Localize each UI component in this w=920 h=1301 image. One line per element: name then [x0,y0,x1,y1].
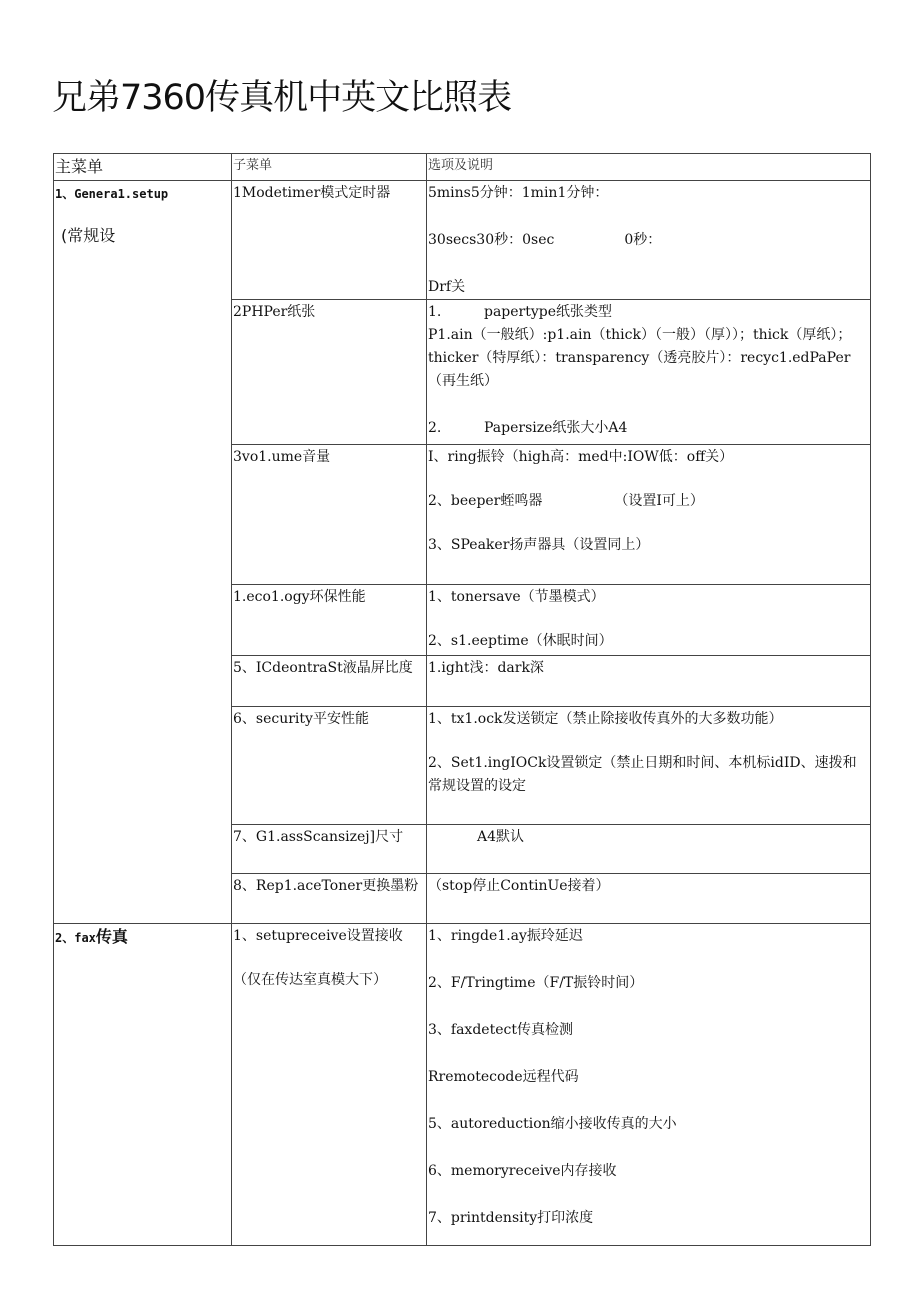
setup-receive-options [427,924,871,1246]
ecology-options: 1、tonersave（节墨模式） 2、s1.eeptime（休眠时间） [427,585,871,656]
mode-timer-options: 5mins5分钟：1min1分钟： 30secs30秒：0sec 0秒： Drf关 [427,181,871,300]
security-label: 6、security平安性能 [232,707,427,825]
volume-label: 3vo1.ume音量 [232,445,427,585]
lcd-contrast-label: 5、ICdeontraSt液晶屏比度 [232,656,427,707]
list-item: 7、printdensity打印浓度 [428,1210,594,1226]
list-item: Rremotecode远程代码 [428,1069,579,1085]
paper-options: 1. papertype纸张类型 P1.ain（一般纸）:p1.ain（thick）（一般）（厚））；thick（厚纸）；thicker（特厚纸）：transparency（透亮胶片）：recyc1.edPaPer（再生纸） 2. Papersize纸张大小A4 [427,300,871,445]
list-item: 1、ringde1.ay振玲延迟 [428,928,583,944]
glass-scan-label: 7、G1.assScansizej]尺寸 [232,825,427,874]
setup-receive-note: （仅在传达室真模大下） [233,972,387,988]
glass-scan-options: A4默认 [427,825,871,874]
paper-label: 2PHPer纸张 [232,300,427,445]
replace-toner-options: （stop停止ContinUe接着） [427,874,871,924]
header-row [54,154,871,181]
list-item: 3、faxdetect传真检测 [428,1022,573,1038]
fax-section-cell [54,924,232,1246]
security-options: 1、tx1.ock发送锁定（禁止除接收传真外的大多数功能） 2、Set1.ingIOCk设置锁定（禁止日期和时间、本机标idID、速拨和常规设置的设定 [427,707,871,825]
mode-timer-label: 1Modetimer模式定时器 [232,181,427,300]
table-row [54,181,871,300]
replace-toner-label: 8、Rep1.aceToner更换墨粉 [232,874,427,924]
header-sub-menu: 子菜单 [232,154,427,181]
table-row [54,924,871,1246]
ecology-label: 1.eco1.ogy环保性能 [232,585,427,656]
general-section-label: 1、Genera1.setup [55,187,169,201]
menu-table [53,153,871,1246]
list-item: 5、autoreduction缩小接收传真的大小 [428,1116,677,1132]
list-item: 6、memoryreceive内存接收 [428,1163,617,1179]
general-section-sublabel: (常规设 [61,226,116,245]
page-title: 兄弟7360传真机中英文比照表 [52,78,512,118]
setup-receive-label: 1、setupreceive设置接收 [233,928,403,944]
setup-receive-cell [232,924,427,1246]
volume-options: I、ring振铃（high高：med中:IOW低：off关） 2、beeper蛭鸣器 （设置I可上） 3、SPeaker扬声器具（设置同上） [427,445,871,585]
fax-section-label: 2、fax传真 [55,927,128,946]
header-options: 选项及说明 [427,154,871,181]
general-section-cell [54,181,232,924]
list-item: 2、F/Tringtime（F/T振铃时间） [428,975,644,991]
lcd-contrast-options: 1.ight浅：dark深 [427,656,871,707]
header-main-menu: 主菜单 [54,154,232,181]
